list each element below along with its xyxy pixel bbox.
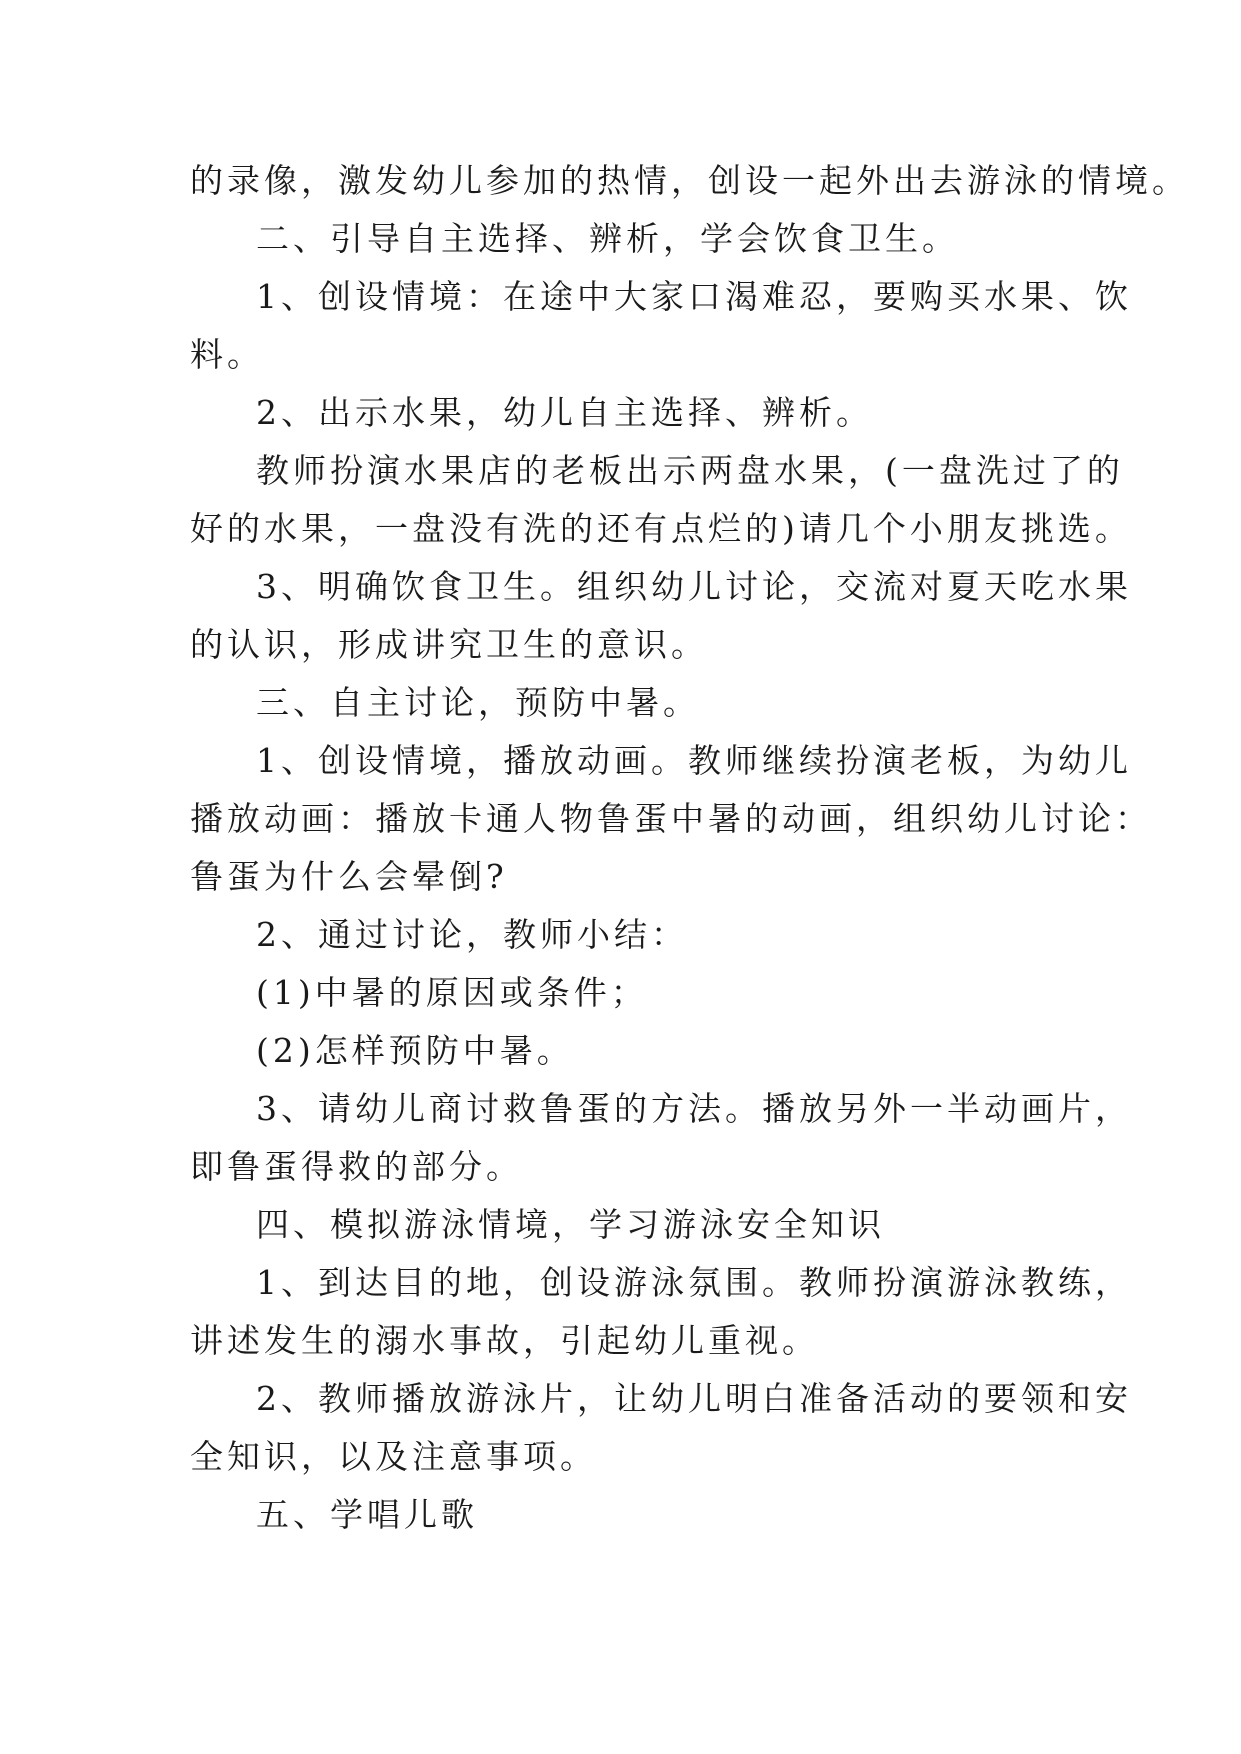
text-line: 即鲁蛋得救的部分。 — [190, 1147, 523, 1186]
text-line: 2、通过讨论，教师小结： — [256, 915, 688, 954]
text-line: 2、教师播放游泳片，让幼儿明白准备活动的要领和安 — [256, 1379, 1132, 1418]
text-line: 讲述发生的溺水事故，引起幼儿重视。 — [190, 1321, 819, 1360]
text-line: 鲁蛋为什么会晕倒? — [190, 857, 508, 896]
document-body — [190, 152, 1189, 1544]
text-line: 全知识，以及注意事项。 — [190, 1437, 597, 1476]
text-line: 2、出示水果，幼儿自主选择、辨析。 — [256, 393, 873, 432]
text-line: 料。 — [190, 335, 264, 374]
section-heading: 五、学唱儿歌 — [256, 1495, 478, 1534]
text-line: 的认识，形成讲究卫生的意识。 — [190, 625, 708, 664]
text-line: 教师扮演水果店的老板出示两盘水果，(一盘洗过了的 — [256, 451, 1124, 490]
text-line: 1、创设情境，播放动画。教师继续扮演老板，为幼儿 — [256, 741, 1132, 780]
text-line: 3、请幼儿商讨救鲁蛋的方法。播放另外一半动画片， — [256, 1089, 1132, 1128]
text-line: 播放动画：播放卡通人物鲁蛋中暑的动画，组织幼儿讨论： — [190, 799, 1152, 838]
section-heading: 二、引导自主选择、辨析，学会饮食卫生。 — [256, 219, 959, 258]
text-line: 好的水果，一盘没有洗的还有点烂的)请几个小朋友挑选。 — [190, 509, 1132, 548]
text-line: 1、到达目的地，创设游泳氛围。教师扮演游泳教练， — [256, 1263, 1132, 1302]
section-heading: 四、模拟游泳情境，学习游泳安全知识 — [256, 1205, 885, 1244]
text-line: (1)中暑的原因或条件； — [256, 973, 648, 1012]
section-heading: 三、自主讨论，预防中暑。 — [256, 683, 700, 722]
text-line: 1、创设情境：在途中大家口渴难忍，要购买水果、饮 — [256, 277, 1132, 316]
text-line: 3、明确饮食卫生。组织幼儿讨论，交流对夏天吃水果 — [256, 567, 1132, 606]
text-line: 的录像，激发幼儿参加的热情，创设一起外出去游泳的情境。 — [190, 161, 1189, 200]
text-line: (2)怎样预防中暑。 — [256, 1031, 574, 1070]
